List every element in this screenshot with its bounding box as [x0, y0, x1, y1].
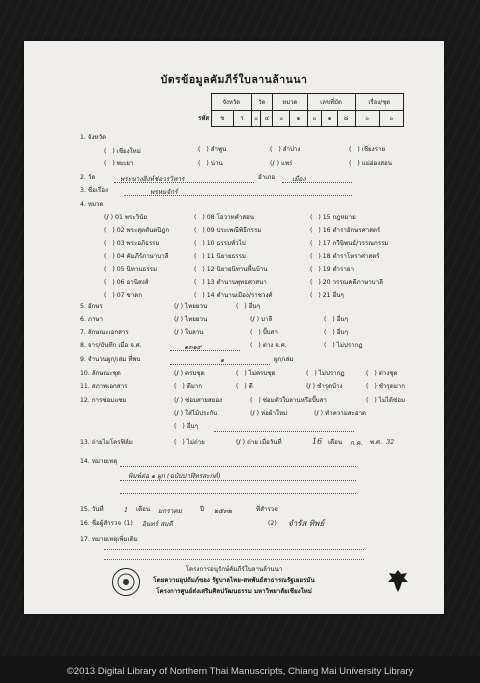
q8-year-value: ๑๓๑๙: [184, 343, 202, 351]
q6-option-other[interactable]: ( ) อื่นๆ: [324, 316, 348, 323]
q13-year-label: พ.ศ.: [370, 439, 382, 446]
q8-line: [170, 350, 240, 351]
q10-label: 10. ลักษณะชุด: [80, 370, 121, 377]
notes-rule-1: [104, 549, 364, 550]
q8-option-unknown[interactable]: ( ) ไม่ปรากฏ: [324, 342, 363, 349]
q12-option-cover[interactable]: (/ ) ใส่ไม้ประกับ: [174, 410, 218, 417]
q7-option-other[interactable]: ( ) อื่นๆ: [324, 329, 348, 336]
q4-option-col1-5[interactable]: ( ) 05 นิทานธรรม: [104, 266, 158, 273]
q13-option-no[interactable]: ( ) ไม่ถ่าย: [174, 439, 205, 446]
q4-option-col2-5[interactable]: ( ) 12 นิยายนิทานพื้นบ้าน: [194, 266, 268, 273]
q4-option-col1-2[interactable]: ( ) 02 พระสุตตันตปิฎก: [104, 227, 170, 234]
q14-note-value: พิมพ์ต่อ ๑ ผูก (ฉบับปาฬิทรสะกด์): [128, 472, 221, 480]
code-digit: ช: [212, 110, 234, 127]
q16-first-num: (1): [124, 520, 133, 527]
q4-option-col2-4[interactable]: ( ) 11 นิยายธรรม: [194, 253, 247, 260]
q4-option-col1-3[interactable]: ( ) 03 พระอภิธรรม: [104, 240, 160, 247]
q14-line-2: [120, 480, 356, 481]
q7-label: 7. ลักษณะเอกสาร: [80, 329, 129, 336]
code-digit: ๐: [355, 110, 379, 127]
q1-option-maehongson[interactable]: ( ) แม่ฮ่องสอน: [349, 160, 393, 167]
survey-card: [24, 41, 444, 614]
q2-temple-value: พระนางสิงห์ช่อวรวิหาร: [120, 175, 185, 183]
german-eagle-icon: [386, 568, 410, 594]
code-header-province: จังหวัด: [212, 94, 252, 111]
q13-month-value: ก.ค.: [350, 439, 363, 447]
q16-second-value: จำรัส ทิพย์: [288, 519, 325, 528]
q11-label: 11. สภาพเอกสาร: [80, 383, 128, 390]
q13-option-yes[interactable]: (/ ) ถ่าย เมื่อวันที่: [236, 439, 282, 446]
university-seal-icon: [112, 568, 140, 596]
q12-label: 12. การซ่อมแซม: [80, 397, 127, 404]
code-header-bundle: เลขที่มัด: [307, 94, 355, 111]
code-digit: ๘: [337, 110, 355, 127]
q4-option-col3-4[interactable]: ( ) 18 ตำราโหราศาสตร์: [310, 253, 380, 260]
q16-first-value: อินทร์ สมดี: [142, 520, 173, 528]
code-digit: ๑: [322, 110, 337, 127]
q15-month-value: มกราคม: [158, 507, 182, 515]
q1-option-lamphun[interactable]: ( ) ลำพูน: [198, 146, 227, 153]
q6-option-thaiyuan[interactable]: (/ ) ไทยยวน: [174, 316, 208, 323]
q4-option-col2-2[interactable]: ( ) 09 ประเพณีพิธีกรรม: [194, 227, 262, 234]
q4-option-col3-7[interactable]: ( ) 21 อื่นๆ: [310, 292, 344, 299]
q4-option-col3-1[interactable]: ( ) 15 กฎหมาย: [310, 214, 356, 221]
code-digit: ๐: [251, 110, 261, 127]
code-header-set: เรื่อง/ชุด: [355, 94, 403, 111]
q4-option-col2-1[interactable]: ( ) 08 โอวาทคำสอน: [194, 214, 254, 221]
q13-label: 13. ถ่ายไมโครฟิล์ม: [80, 439, 133, 446]
q12-option-other[interactable]: ( ) อื่นๆ: [174, 423, 198, 430]
q4-option-col3-2[interactable]: ( ) 16 ตำราอักษรศาสตร์: [310, 227, 381, 234]
q17-label: 17. หมายเหตุเพิ่มเติม: [80, 536, 138, 543]
q15-label: 15. วันที่: [80, 506, 104, 513]
q4-label: 4. หมวด: [80, 201, 104, 208]
q15-month-label: เดือน: [136, 506, 151, 513]
q4-option-col1-6[interactable]: ( ) 06 อานิสงส์: [104, 279, 149, 286]
q9-label: 9. จำนวนผูก/เล่ม ที่พบ: [80, 356, 141, 363]
q4-option-col3-5[interactable]: ( ) 19 ตำรายา: [310, 266, 354, 273]
q10-option-different-set[interactable]: ( ) ต่างชุด: [366, 370, 398, 377]
q7-option-mulberry[interactable]: ( ) ปั๊บสา: [250, 329, 278, 336]
q2-amphoe-value: เมือง: [292, 175, 306, 183]
copyright-footer: ©2013 Digital Library of Northern Thai Manuscripts, Chiang Mai University Library: [66, 666, 414, 677]
code-digit: ๐: [273, 110, 290, 127]
q14-line-3: [120, 493, 356, 494]
q5-option-other[interactable]: ( ) อื่นๆ: [236, 303, 260, 310]
q9-suffix: ผูก/เล่ม: [274, 356, 294, 363]
q8-option-different[interactable]: ( ) ต่าง จ.ศ.: [250, 342, 287, 349]
q7-option-palmleaf[interactable]: (/ ) ใบลาน: [174, 329, 204, 336]
q3-label: 3. ชื่อเรื่อง: [80, 187, 108, 194]
q1-option-phrae[interactable]: (/ ) แพร่: [270, 160, 293, 167]
q11-option-excellent[interactable]: ( ) ดีมาก: [174, 383, 203, 390]
q13-day-value: 16: [312, 437, 323, 446]
code-digit: ๔: [261, 110, 273, 127]
q15-day-value: 1: [124, 506, 129, 514]
q12-option-new-cloth[interactable]: (/ ) ห่อผ้าใหม่: [250, 410, 288, 417]
q5-label: 5. อักษร: [80, 303, 103, 310]
q14-label: 14. หมายเหตุ: [80, 458, 118, 465]
q1-option-nan[interactable]: ( ) น่าน: [198, 160, 223, 167]
q12-option-leaf[interactable]: ( ) ซ่อมตัวใบลานหรือปั๊บสา: [250, 397, 327, 404]
code-box: [191, 93, 404, 127]
q1-option-phayao[interactable]: ( ) พะเยา: [104, 160, 134, 167]
q2-label: 2. วัด: [80, 174, 96, 181]
code-header-temple: วัด: [251, 94, 273, 111]
q13-month-label: เดือน: [328, 439, 343, 446]
q4-option-col2-7[interactable]: ( ) 14 ตำนานเมือง/ราชวงศ์: [194, 292, 273, 299]
q12-other-line: [214, 431, 354, 432]
q16-second-num: (2): [268, 520, 277, 527]
q1-label: 1. จังหวัด: [80, 134, 107, 141]
code-digit: ๐: [307, 110, 322, 127]
q11-option-good[interactable]: ( ) ดี: [236, 383, 253, 390]
code-row-label: รหัส: [198, 115, 209, 123]
q4-option-col1-4[interactable]: ( ) 04 คัมภีร์ภาษาบาลี: [104, 253, 169, 260]
q14-line-1: [120, 466, 356, 467]
q16-label: 16. ชื่อผู้สำรวจ: [80, 520, 122, 527]
q10-option-complete[interactable]: (/ ) ครบชุด: [174, 370, 205, 377]
q4-option-col1-7[interactable]: ( ) 07 ชาดก: [104, 292, 142, 299]
q12-option-clean[interactable]: (/ ) ทำความสะอาด: [314, 410, 367, 417]
q1-option-chiangrai[interactable]: ( ) เชียงราย: [349, 146, 386, 153]
notes-rule-2: [104, 559, 364, 560]
q10-option-unknown[interactable]: ( ) ไม่ปรากฏ: [306, 370, 345, 377]
q3-title-value: พรหมจักร์: [150, 188, 178, 196]
q4-option-col3-6[interactable]: ( ) 20 วรรณคดีภาษาบาลี: [310, 279, 383, 286]
q4-option-col2-3[interactable]: ( ) 10 ธรรมทั่วไป: [194, 240, 246, 247]
q1-option-lampang[interactable]: ( ) ลำปาง: [270, 146, 301, 153]
code-digit: ร: [233, 110, 251, 127]
code-digit: ๑: [290, 110, 307, 127]
q4-option-col3-3[interactable]: ( ) 17 กวีนิพนธ์/วรรณกรรม: [310, 240, 389, 247]
footer-line-3: โครงการศูนย์ส่งเสริมศิลปวัฒนธรรม มหาวิทยาลัยเชียงใหม่: [156, 588, 312, 595]
q6-label: 6. ภาษา: [80, 316, 103, 323]
code-header-category: หมวด: [273, 94, 307, 111]
q2-amphoe-label: อำเภอ: [258, 174, 276, 181]
q15-suffix: ที่สำรวจ: [256, 506, 278, 513]
q15-year-value: ๒๕๓๒: [214, 507, 232, 515]
card-title: บัตรข้อมูลคัมภีร์ใบลานล้านนา: [160, 74, 308, 86]
q11-option-badly-damaged[interactable]: ( ) ชำรุดมาก: [366, 383, 406, 390]
footer-line-1: โครงการอนุรักษ์คัมภีร์ใบลานล้านนา: [185, 566, 283, 573]
footer-line-2: โดยความอุปถัมภ์ของ รัฐบาลไทย-สหพันธ์สาธารณรัฐเยอรมัน: [153, 577, 315, 584]
q13-year-value: 32: [386, 438, 395, 446]
code-digit: ๐: [379, 110, 403, 127]
q11-option-slightly-damaged[interactable]: (/ ) ชำรุดบ้าง: [306, 383, 343, 390]
q10-option-incomplete[interactable]: ( ) ไม่ครบชุด: [236, 370, 276, 377]
q5-option-thaiyuan[interactable]: (/ ) ไทยยวน: [174, 303, 208, 310]
q15-year-label: ปี: [200, 506, 204, 513]
q9-count-value: ๑: [220, 356, 225, 364]
q4-option-col1-1[interactable]: (/ ) 01 พระวินัย: [104, 214, 147, 221]
q1-option-chiangmai[interactable]: ( ) เชียงใหม่: [104, 148, 141, 155]
q8-label: 8. จาร/บันทึก เมื่อ จ.ศ.: [80, 342, 142, 349]
q12-option-string[interactable]: (/ ) ซ่อมสายสยอง: [174, 397, 223, 404]
q6-option-pali[interactable]: (/ ) บาลี: [250, 316, 273, 323]
q12-option-none[interactable]: ( ) ไม่ได้ซ่อม: [366, 397, 406, 404]
q4-option-col2-6[interactable]: ( ) 13 ตำนานพุทธศาสนา: [194, 279, 267, 286]
